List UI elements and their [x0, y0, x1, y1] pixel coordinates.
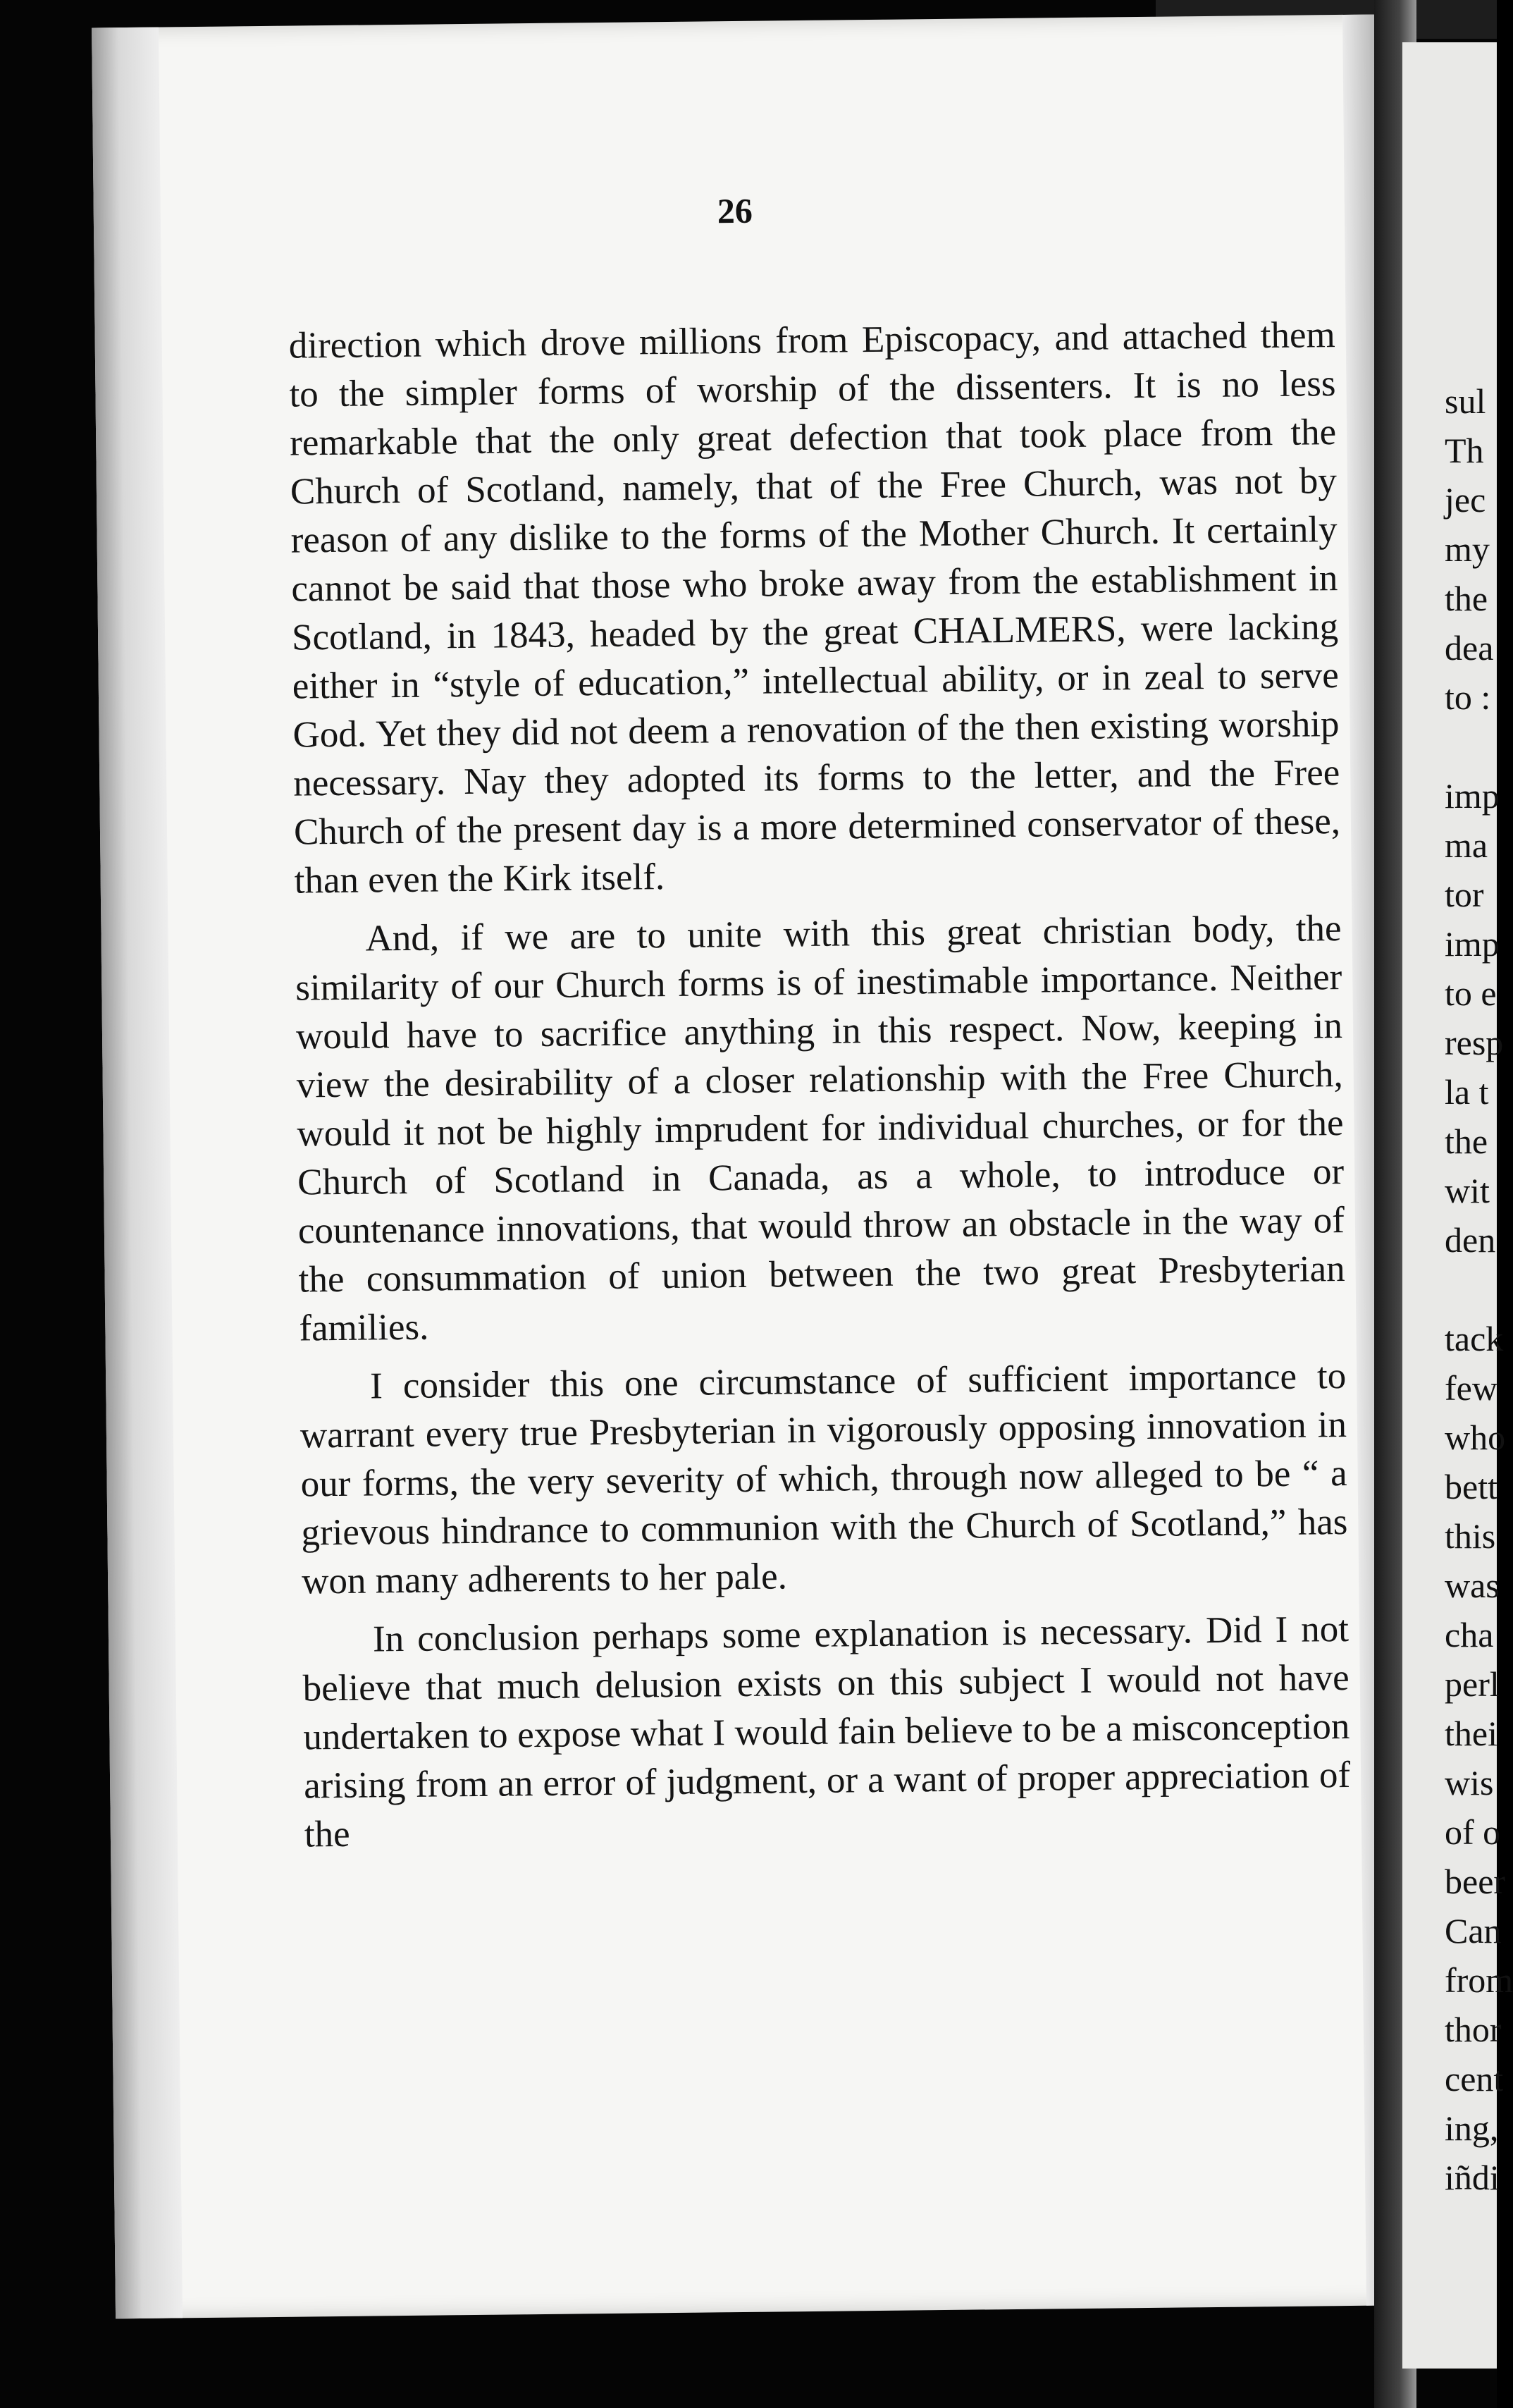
body-text — [288, 311, 1351, 1869]
fragment: this — [1445, 1516, 1496, 1556]
fragment: Th — [1445, 431, 1484, 470]
fragment: beer — [1445, 1862, 1506, 1901]
paragraph-2: And, if we are to unite with this great christian body, the similarity of our Church forms is of inestimable importance. Neither would have to sacrifice anything in this respect. Now, keeping in view the desirability of a closer relationship with the Free Church, would it not be highly imprudent for individual churches, or for the Church of Scotland in Canada, as a whole, to introduce or countenance innovations, that would throw an obstacle in the way of the consummation of union between the two great Presbyterian families. — [295, 908, 1345, 1349]
adjacent-page — [1402, 42, 1513, 2369]
fragment: thei — [1445, 1714, 1497, 1753]
fragment: la t — [1445, 1072, 1489, 1112]
fragment: perl — [1445, 1664, 1500, 1704]
fragment: tor — [1445, 875, 1484, 914]
fragment: my — [1445, 529, 1490, 569]
fragment: resp — [1445, 1023, 1504, 1062]
fragment: who — [1445, 1418, 1506, 1457]
fragment: to e — [1445, 973, 1497, 1013]
fragment: imp — [1445, 924, 1500, 964]
fragment: wis — [1445, 1763, 1494, 1802]
fragment: from — [1445, 1960, 1513, 2000]
fragment: was — [1445, 1566, 1500, 1605]
fragment: jec — [1445, 480, 1486, 520]
fragment: ma — [1445, 825, 1488, 865]
fragment: bett — [1445, 1467, 1497, 1506]
book-page — [92, 14, 1398, 2318]
fragment: dea — [1445, 628, 1494, 668]
fragment: sul — [1445, 381, 1486, 421]
page-gutter — [92, 27, 183, 2319]
fragment: of o — [1445, 1812, 1501, 1852]
paragraph-3: I consider this one circumstance of sufficient importance to warrant every true Presbyterian in vigorously opposing innovation in our forms, the very severity of which, through now alleged to be “ a grievous hindrance to communion with the Church of Scotland,” has won many adherents to her pale. — [299, 1355, 1348, 1602]
fragment: wit — [1445, 1171, 1490, 1210]
paragraph-1: direction which drove millions from Episcopacy, and attached them to the simpler forms of worship of the dissenters. It is no less remarkable that the only great defection that took place from the Church of Scotland, namely, that of the Free Church, was not by reason of any dislike to the forms of the Mother Church. It certainly cannot be said that those who broke away from the establishment in Scotland, in 1843, headed by the great CHALMERS, were lacking either in “style of education,” intellectual ability, or in zeal to serve God. Yet they did not deem a renovation of the then existing worship necessary. Nay they adopted its forms to the letter, and the Free Church of the present day is a more determined conservator of these, than even the Kirk itself. — [288, 314, 1341, 902]
fragment: den — [1445, 1220, 1496, 1260]
fragment: ing, — [1445, 2108, 1499, 2148]
fragment: Can — [1445, 1911, 1502, 1951]
paragraph-4: In conclusion perhaps some explanation is necessary. Did I not believe that much delusion exists on this subject I would not have undertaken to expose what I would fain believe to be a misconception arising from an error of judgment, or a want of proper appreciation of the — [302, 1608, 1351, 1855]
page-number: 26 — [717, 190, 753, 231]
fragment: cent — [1445, 2059, 1504, 2099]
fragment: iñdi — [1445, 2158, 1500, 2197]
fragment: the — [1445, 579, 1488, 618]
fragment: thor — [1445, 2010, 1502, 2049]
fragment: to : — [1445, 677, 1491, 717]
fragment: few — [1445, 1368, 1497, 1408]
fragment: imp — [1445, 776, 1500, 816]
fragment: tack — [1445, 1319, 1504, 1358]
fragment: cha — [1445, 1615, 1494, 1654]
fragment: the — [1445, 1122, 1488, 1161]
